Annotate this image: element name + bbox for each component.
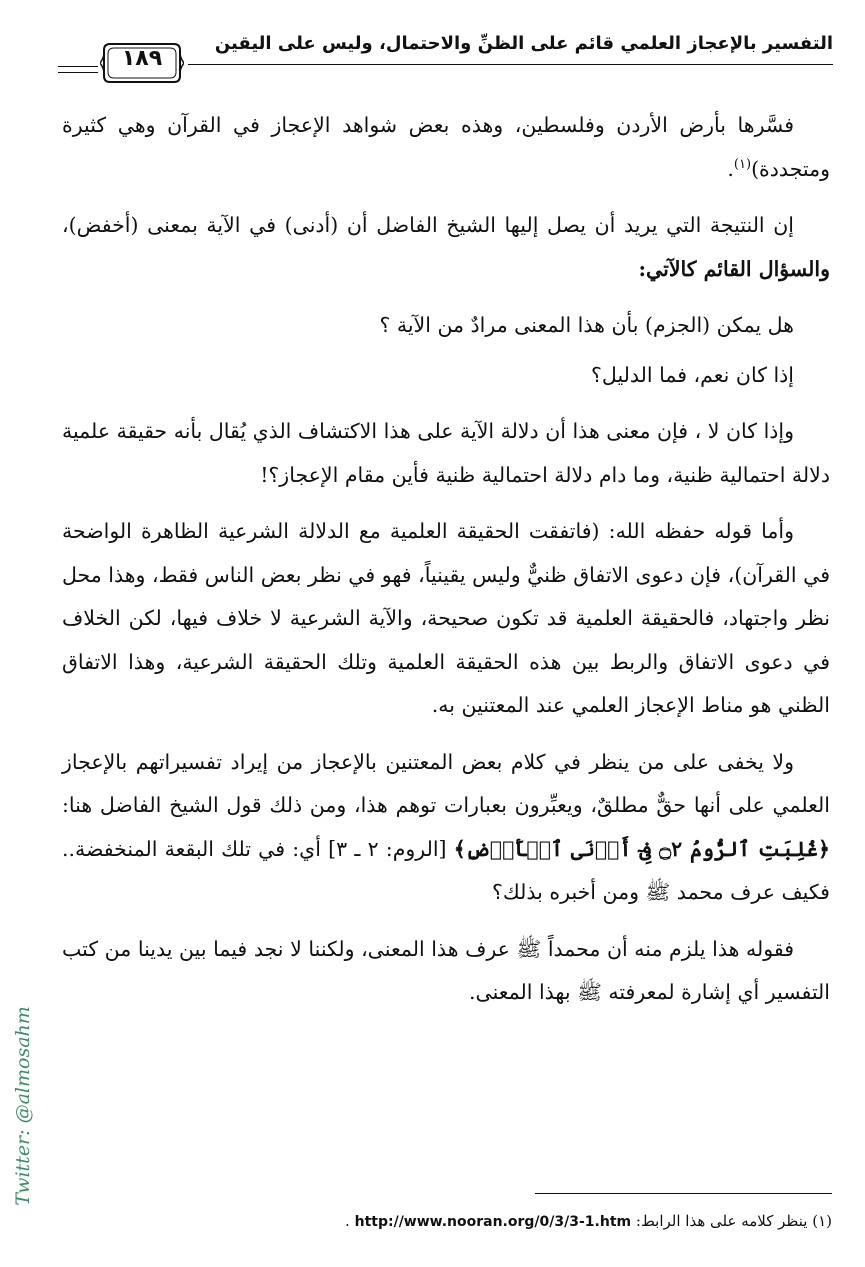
page-header (58, 30, 833, 78)
paragraph-1-end: . (727, 156, 734, 181)
footnote-end: . (345, 1212, 350, 1230)
question-lead: والسؤال القائم كالآتي: (638, 256, 830, 281)
page-number: ١٨٩ (121, 46, 163, 71)
footnote-ref: (١) (733, 156, 752, 172)
footnote-marker: (١) (812, 1212, 832, 1230)
header-double-rule (58, 66, 98, 73)
question-2: إذا كان نعم، فما الدليل؟ (591, 362, 794, 387)
paragraph-1-text: فسَّرها بأرض الأردن وفلسطين، وهذه بعض شواهد الإعجاز في القرآن وهي كثيرة ومتجددة) (62, 113, 830, 181)
watermark-text: Twitter: @almosahm (12, 1006, 34, 1206)
watermark (8, 995, 38, 1217)
paragraph-2 (62, 204, 830, 291)
paragraph-4: وأما قوله حفظه الله: (فاتفقت الحقيقة العلمية مع الدلالة الشرعية الظاهرة الواضحة في القرآن)، فإن دعوى الاتفاق ظنيٌّ وليس يقينياً، فهو في نظر بعض الناس فقط، وهذا محل نظر واجتهاد، فالحقيقة العلمية قد تكون صحيحة، والآية الشرعية لا خلاف فيها، لكن الخلاف في دعوى الاتفاق والربط بين هذه الحقيقة العلمية وتلك الحقيقة الشرعية، وهذا الاتفاق الظني هو مناط الإعجاز العلمي عند المعتنين به. (62, 519, 830, 717)
quran-verse: ﴿غُلِبَتِ ٱلرُّومُ ۝٢ فِىٓ أَدۡنَى ٱلۡأَرۡضِ﴾ (453, 836, 830, 861)
footnote-text: ينظر كلامه على هذا الرابط: (635, 1212, 808, 1230)
footnote-rule (535, 1193, 832, 1194)
page-number-frame (100, 38, 184, 88)
question-1: هل يمكن (الجزم) بأن هذا المعنى مرادٌ من الآية ؟ (379, 313, 794, 337)
header-rule (188, 64, 833, 65)
running-title: التفسير بالإعجاز العلمي قائم على الظنِّ والاحتمال، وليس على اليقين (214, 33, 833, 54)
paragraph-3: وإذا كان لا ، فإن معنى هذا أن دلالة الآية على هذا الاكتشاف الذي يُقال بأنه حقيقة علمية دلالة احتمالية ظنية، وما دام دلالة احتمالية ظنية فأين مقام الإعجاز؟! (62, 419, 830, 487)
paragraph-5-rest: [الروم: ٢ ـ ٣] أي: في تلك البقعة المنخفضة.. فكيف عرف محمد ﷺ ومن أخبره بذلك؟ (62, 836, 830, 904)
footnote (150, 1208, 832, 1235)
main-text (62, 104, 830, 1028)
footnote-link[interactable]: http://www.nooran.org/0/3/3-1.htm (354, 1214, 632, 1230)
paragraph-1 (62, 104, 830, 191)
paragraph-2-text: إن النتيجة التي يريد أن يصل إليها الشيخ الفاضل أن (أدنى) في الآية بمعنى (أخفض)، (62, 213, 794, 237)
paragraph-6: فقوله هذا يلزم منه أن محمداً ﷺ عرف هذا المعنى، ولكننا لا نجد فيما بين يدينا من كتب التفسير أي إشارة لمعرفته ﷺ بهذا المعنى. (62, 936, 830, 1004)
paragraph-5-text: ولا يخفى على من ينظر في كلام بعض المعتنين بالإعجاز من إيراد تفسيراتهم بالإعجاز العلمي على أنها حقٌّ مطلقٌ، ويعبِّرون بعبارات توهم هذا، ومن ذلك قول الشيخ الفاضل هنا: (62, 749, 830, 817)
paragraph-5 (62, 741, 830, 915)
